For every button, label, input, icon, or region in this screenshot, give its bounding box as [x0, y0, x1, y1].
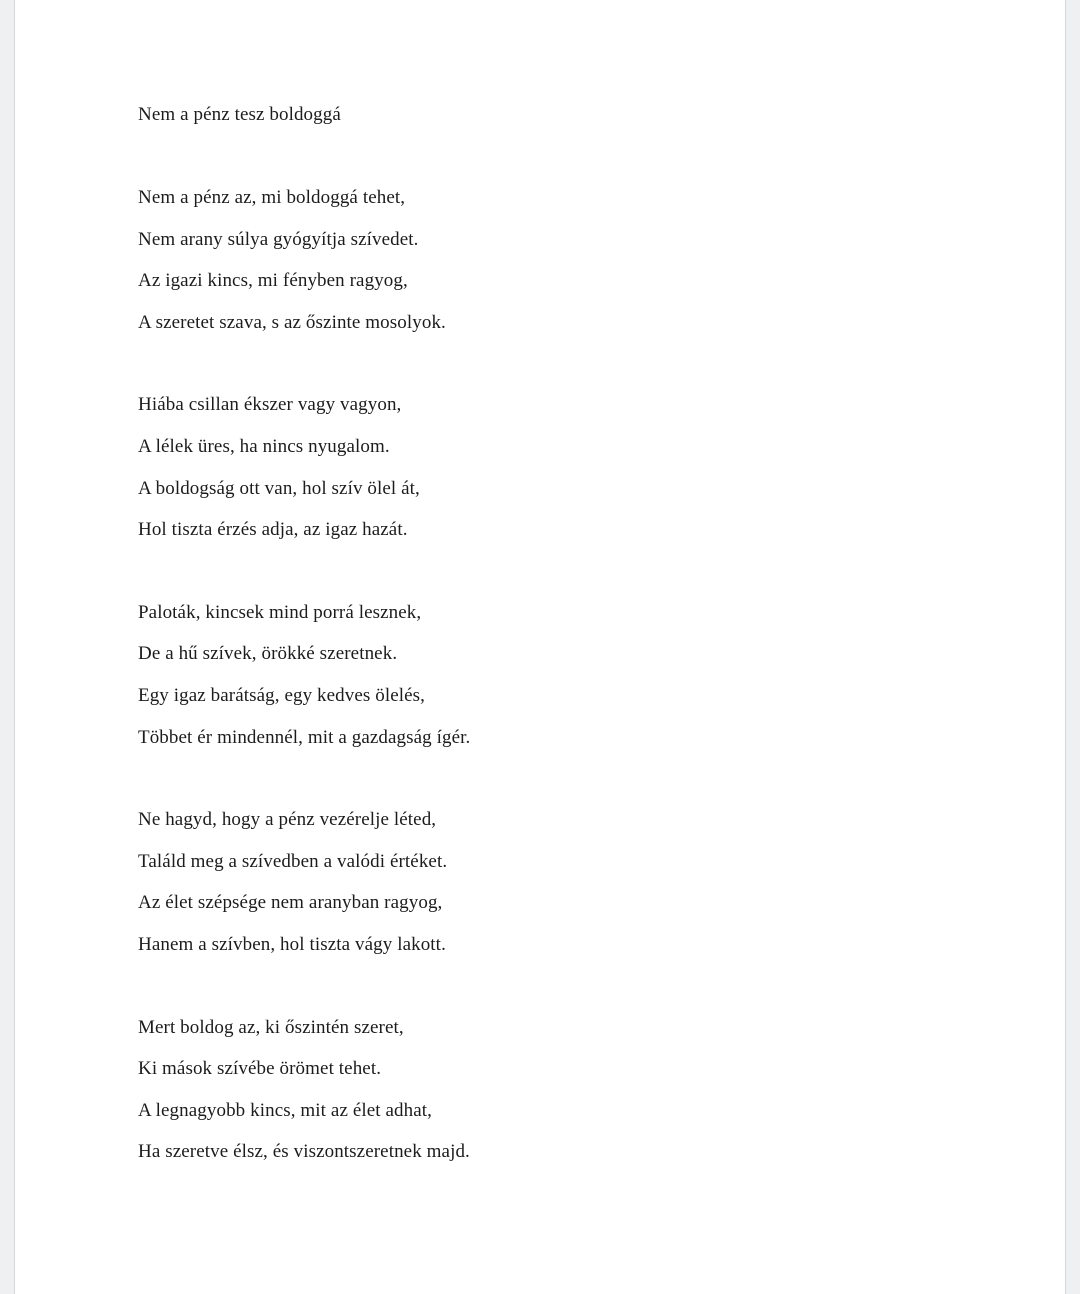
- poem-line: Találd meg a szívedben a valódi értéket.: [138, 850, 448, 872]
- poem-title: Nem a pénz tesz boldoggá: [138, 104, 341, 125]
- stanza-4: [138, 805, 978, 971]
- poem-line: A lélek üres, ha nincs nyugalom.: [138, 435, 390, 457]
- poem-line: Hanem a szívben, hol tiszta vágy lakott.: [138, 933, 446, 955]
- stanza-3: [138, 598, 978, 764]
- poem-line: A boldogság ott van, hol szív ölel át,: [138, 477, 420, 499]
- poem-line: Hiába csillan ékszer vagy vagyon,: [138, 394, 402, 416]
- poem-line: Mert boldog az, ki őszintén szeret,: [138, 1016, 404, 1038]
- poem-line: Egy igaz barátság, egy kedves ölelés,: [138, 684, 426, 706]
- document-page: [14, 0, 1066, 1294]
- poem-line: Ki mások szívébe örömet tehet.: [138, 1058, 382, 1080]
- poem-line: Nem a pénz az, mi boldoggá tehet,: [138, 187, 406, 208]
- poem-line: A szeretet szava, s az őszinte mosolyok.: [138, 311, 446, 333]
- stanza-5: [138, 1013, 978, 1179]
- poem-line: De a hű szívek, örökké szeretnek.: [138, 643, 398, 665]
- poem-line: Az igazi kincs, mi fényben ragyog,: [138, 270, 408, 292]
- poem-line: Ha szeretve élsz, és viszontszeretnek majd.: [138, 1141, 470, 1163]
- poem-line: A legnagyobb kincs, mit az élet adhat,: [138, 1099, 432, 1121]
- poem-line: Többet ér mindennél, mit a gazdagság ígér.: [138, 726, 471, 748]
- stanza-2: [138, 390, 978, 556]
- document-content[interactable]: [138, 100, 978, 1220]
- stanza-1: [138, 183, 978, 349]
- poem-line: Nem arany súlya gyógyítja szívedet.: [138, 228, 419, 250]
- poem-line: Paloták, kincsek mind porrá lesznek,: [138, 601, 422, 623]
- poem-line: Az élet szépsége nem aranyban ragyog,: [138, 892, 443, 914]
- poem-line: Hol tiszta érzés adja, az igaz hazát.: [138, 519, 408, 541]
- poem-line: Ne hagyd, hogy a pénz vezérelje léted,: [138, 809, 437, 831]
